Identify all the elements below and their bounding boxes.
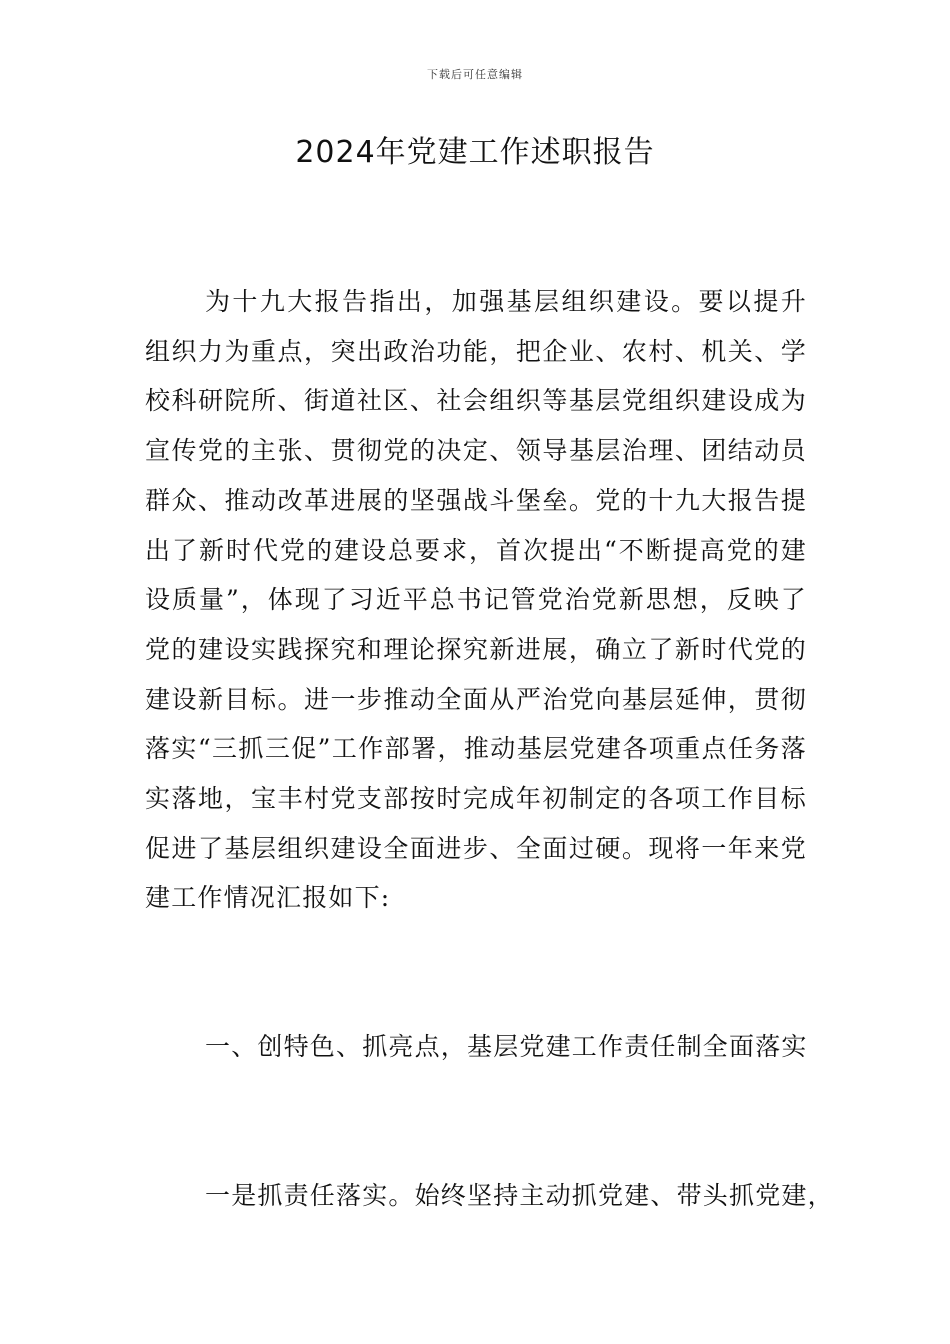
item-one-paragraph: 一是抓责任落实。始终坚持主动抓党建、带头抓党建，: [205, 1181, 834, 1210]
intro-paragraph: 为十九大报告指出，加强基层组织建设。要以提升组织力为重点，突出政治功能，把企业、农村、机关、学校科研院所、街道社区、社会组织等基层党组织建设成为宣传党的主张、贯彻党的决定、领导基层治理、团结动员群众、推动改革进展的坚强战斗堡垒。党的十九大报告提出了新时代党的建设总要求，首次提出“不断提高党的建设质量”，体现了习近平总书记管党治党新思想，反映了党的建设实践探究和理论探究新进展，确立了新时代党的建设新目标。进一步推动全面从严治党向基层延伸，贯彻落实“三抓三促”工作部署，推动基层党建各项重点任务落实落地，宝丰村党支部按时完成年初制定的各项工作目标促进了基层组织建设全面进步、全面过硬。现将一年来党建工作情况汇报如下:: [145, 287, 807, 913]
header-note: 下载后可任意编辑: [427, 68, 523, 81]
section-heading-one: 一、创特色、抓亮点，基层党建工作责任制全面落实: [205, 1032, 808, 1061]
document-title: 2024年党建工作述职报告: [295, 135, 655, 170]
